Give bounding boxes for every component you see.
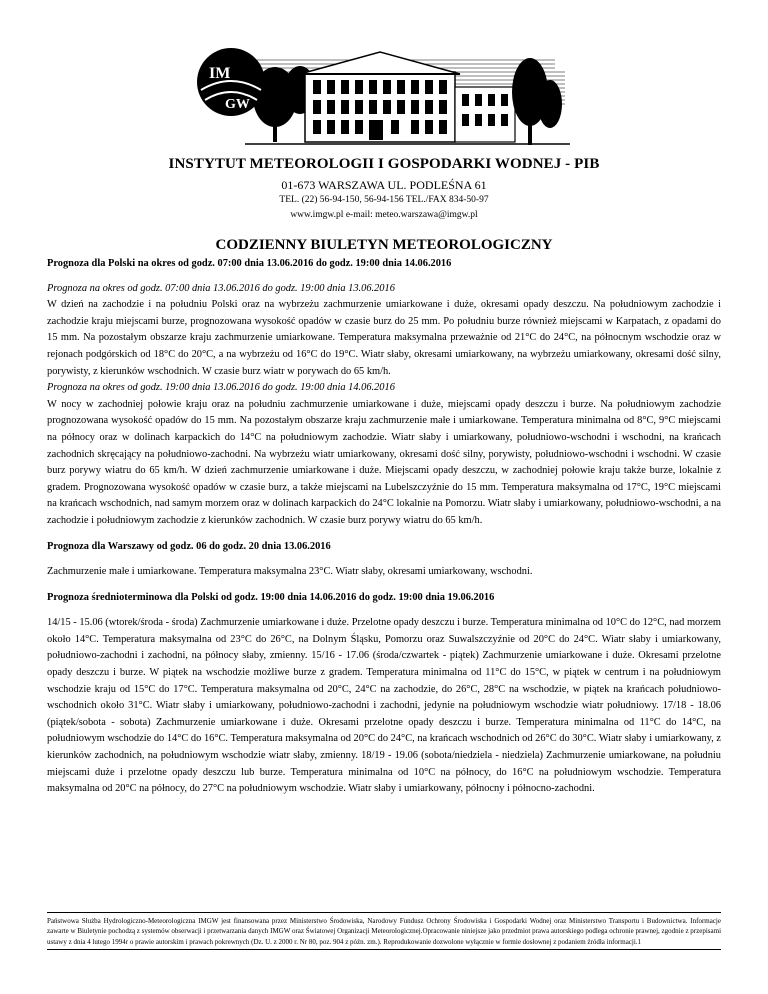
- svg-text:GW: GW: [225, 97, 250, 112]
- footer-disclaimer: Państwowa Służba Hydrologiczno-Meteorologiczna IMGW jest finansowana przez Ministerstwo Środowiska, Narodowy Fundusz Ochrony Środowiska i Gospodarki Wodnej oraz Ministerstwo Transportu i Budownictwa. Informacje zawarte w Biuletynie pochodzą z systemów obserwacji i przetwarzania danych IMGW oraz Światowej Organizacji Meteorologicznej.Opracowanie niniejsze jako przedmiot prawa autorskiego podlega ochronie prawnej, zgodnie z przepisami ustawy z dnia 4 lutego 1994r o prawie autorskim i prawach pokrewnych (Dz. U. z 2000 r. Nr 80, poz. 904 z późn. zm.). Reprodukowanie dozwolone wyłącznie w formie dosłownej z podaniem źródła informacji.1: [47, 912, 721, 950]
- institute-name: INSTYTUT METEOROLOGII I GOSPODARKI WODNEJ - PIB: [168, 156, 600, 172]
- institute-building: [300, 52, 515, 142]
- day-forecast-subheading: Prognoza na okres od godz. 07:00 dnia 13.06.2016 do godz. 19:00 dnia 13.06.2016: [47, 282, 395, 294]
- warsaw-forecast-text: Zachmurzenie małe i umiarkowane. Temperatura maksymalna 23°C. Wiatr słaby, okresami umiarkowany, wschodni.: [47, 566, 533, 578]
- imgw-logo: [197, 48, 265, 116]
- bulletin-title: CODZIENNY BIULETYN METEOROLOGICZNY: [215, 237, 553, 253]
- medium-term-forecast-text: 14/15 - 15.06 (wtorek/środa - środa) Zachmurzenie umiarkowane i duże. Przelotne opady deszczu i burze. Temperatura minimalna od 10°C do 12°C, nad morzem około 14°C. Temperatura maksymalna od 23°C do 26°C, na Dolnym Śląsku, Pomorzu oraz Suwalszczyźnie od 20°C do 24°C. Wiatr słaby i umiarkowany, południowo-zachodni i zachodni, na północy słaby, zmienny. 15/16 - 17.06 (środa/czwartek - piątek) Zachmurzenie umiarkowane i duże. Okresami przelotne opady deszczu i burze. W piątek na wschodzie możliwe burze z gradem. Temperatura minimalna od 11°C do 15°C, w piątek w centrum i na południowym wschodzie kraju od 15°C do 17°C. Temperatura maksymalna od 20°C, 24°C na zachodzie, do 26°C, 28°C na wschodzie, w piątek na krańcach południowo-wschodnich około 31°C. Wiatr słaby i umiarkowany, południowo-zachodni i zachodni, jedynie na południowym wschodzie wiatr południowy. 17/18 - 18.06 (piątek/sobota - sobota) Zachmurzenie umiarkowane i duże. Okresami przelotne opady deszczu i burze. Temperatura minimalna od 11°C do 14°C, na południowym wschodzie do 14°C do 16°C. Temperatura maksymalna od 20°C do 24°C, na krańcach wschodnich od 26°C do 30°C. Wiatr słaby i umiarkowany, z kierunków zachodnich, na południowym wschodzie wiatr słaby, zmienny. 18/19 - 19.06 (sobota/niedziela - niedziela) Zachmurzenie umiarkowane, na południu miejscami duże i przelotne opady deszczu lub burze. Temperatura minimalna od 10°C na północy, do 16°C na południowym wschodzie. Temperatura maksymalna od 20°C na północy, do 27°C na południowym wschodzie. Wiatr słaby i umiarkowany, północny i północno-zachodni.: [47, 617, 721, 795]
- trees-right: [512, 58, 562, 145]
- medium-term-forecast-heading: Prognoza średnioterminowa dla Polski od godz. 19:00 dnia 14.06.2016 do godz. 19:00 dnia 19.06.2016: [47, 591, 495, 603]
- day-forecast-text: W dzień na zachodzie i na południu Polski oraz na wybrzeżu zachmurzenie umiarkowane i duże, okresami opady deszczu. Na południowym zachodzie i zachodzie kraju miejscami burze, prognozowana wysokość opadów w czasie burz do 25 mm. Po południu burze również miejscami w Karpatach, z opadami do 15 mm. Na pozostałym obszarze kraju zachmurzenie umiarkowane. Temperatura maksymalna przeważnie od 21°C do 24°C, na północnym wschodzie oraz w rejonach podgórskich od 18°C do 20°C, a na wybrzeżu od 16°C do 19°C. Wiatr słaby, okresami umiarkowany, na wybrzeżu umiarkowany, okresami dość silny, porywisty, z kierunków wschodnich. W czasie burz wiatr w porywach do 65 km/h.: [47, 299, 721, 377]
- institute-web-email: www.imgw.pl e-mail: meteo.warszawa@imgw.pl: [290, 210, 478, 220]
- night-forecast-text: W nocy w zachodniej połowie kraju oraz na południu zachmurzenie umiarkowane i duże, miejscami opady deszczu i burze. Na południowym zachodzie prognozowana wysokość opadów do 15 mm. Na pozostałym obszarze kraju zachmurzenie małe i umiarkowane. Temperatura minimalna od 8°C, 9°C miejscami na północy oraz w dolinach karpackich do 14°C na południowym zachodzie. Wiatr słaby i umiarkowany, południowo-wschodni i wschodni, na krańcach zachodnich skręcający na południowo-zachodni. Na wybrzeżu wiatr umiarkowany, okresami dość silny, porywisty, południowo-wschodni i wschodni. W czasie burz porywy wiatru do 65 km/h. W dzień zachmurzenie umiarkowane i duże. Miejscami opady deszczu, w zachodniej połowie kraju także burze, lokalnie z gradem. Prognozowana wysokość opadów w czasie burz, a także miejscami na Lubelszczyźnie do 15 mm. Temperatura maksymalna od 17°C, 19°C miejscami na krańcach wschodnich, nad samym morzem oraz w dolinach karpackich do 24°C lokalnie na Pomorzu. Wiatr słaby i umiarkowany, południowo-wschodni, a na zachodzie i południowym zachodzie z kierunków zachodnich. W czasie burz porywy wiatru do 65 km/h.: [47, 398, 721, 526]
- bulletin-content: [47, 256, 721, 798]
- svg-text:IM: IM: [209, 65, 231, 82]
- night-forecast-subheading: Prognoza na okres od godz. 19:00 dnia 13.06.2016 do godz. 19:00 dnia 14.06.2016: [47, 382, 395, 394]
- warsaw-forecast-heading: Prognoza dla Warszawy od godz. 06 do godz. 20 dnia 13.06.2016: [47, 540, 331, 552]
- header-illustration: [195, 42, 575, 150]
- poland-forecast-heading: Prognoza dla Polski na okres od godz. 07:00 dnia 13.06.2016 do godz. 19:00 dnia 14.06.2016: [47, 258, 452, 269]
- institute-address: 01-673 WARSZAWA UL. PODLEŚNA 61: [281, 178, 487, 192]
- institute-telephone: TEL. (22) 56-94-150, 56-94-156 TEL./FAX 834-50-97: [279, 195, 489, 205]
